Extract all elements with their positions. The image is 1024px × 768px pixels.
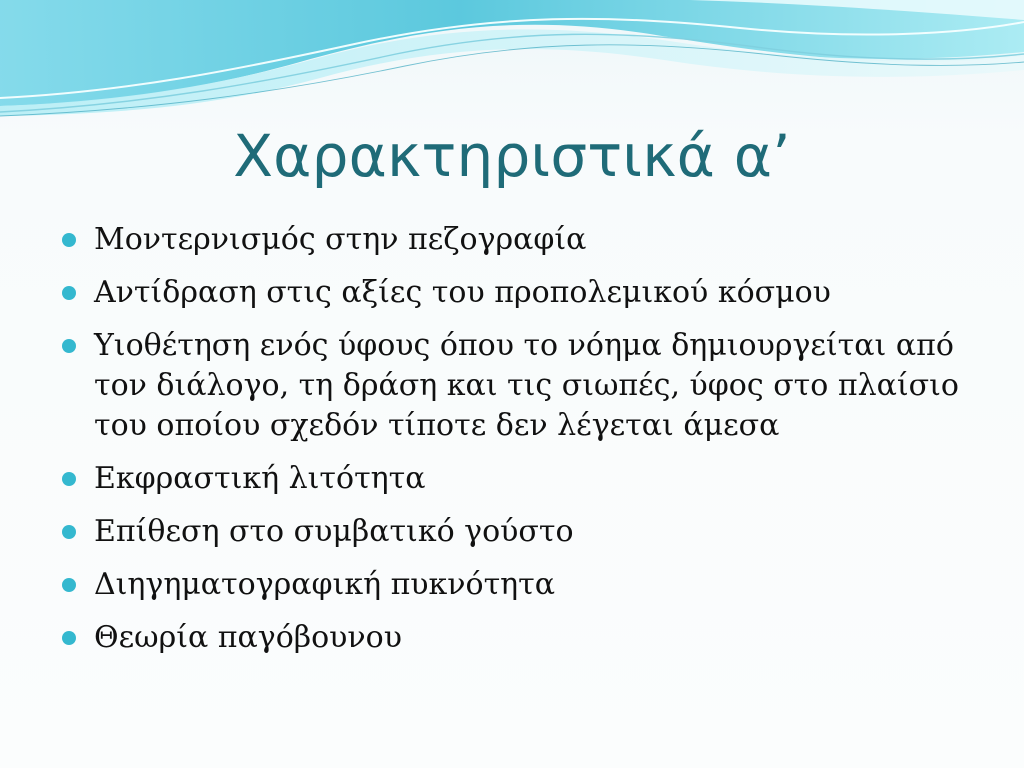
- bullet-text: Εκφραστική λιτότητα: [94, 461, 426, 496]
- bullet-item: [62, 512, 962, 552]
- bullet-dot-icon: [62, 472, 76, 486]
- bullet-item: [62, 220, 962, 260]
- bullet-item: [62, 618, 962, 658]
- wave-band-1: [0, 0, 1024, 106]
- bullet-item: [62, 273, 962, 313]
- bullet-dot-icon: [62, 578, 76, 592]
- header-wave-decoration: [0, 0, 1024, 120]
- bullet-text: Διηγηματογραφική πυκνότητα: [94, 567, 556, 602]
- bullet-text: Θεωρία παγόβουνου: [94, 620, 402, 655]
- bullet-item: [62, 326, 962, 446]
- slide-title: Χαρακτηριστικά α’: [233, 122, 791, 190]
- bullet-dot-icon: [62, 286, 76, 300]
- bullet-dot-icon: [62, 233, 76, 247]
- bullet-list: [62, 220, 962, 671]
- bullet-text: Αντίδραση στις αξίες του προπολεμικού κόσμου: [94, 275, 831, 310]
- bullet-text: Επίθεση στο συμβατικό γούστο: [94, 514, 574, 549]
- bullet-text: Υιοθέτηση ενός ύφους όπου το νόημα δημιουργείται από τον διάλογο, τη δράση και τις σιωπές, ύφος στο πλαίσιο του οποίου σχεδόν τίποτε δεν λέγεται άμεσα: [94, 328, 959, 443]
- bullet-item: [62, 459, 962, 499]
- bullet-item: [62, 565, 962, 605]
- bullet-text: Μοντερνισμός στην πεζογραφία: [94, 222, 587, 257]
- bullet-dot-icon: [62, 631, 76, 645]
- bullet-dot-icon: [62, 339, 76, 353]
- bullet-dot-icon: [62, 525, 76, 539]
